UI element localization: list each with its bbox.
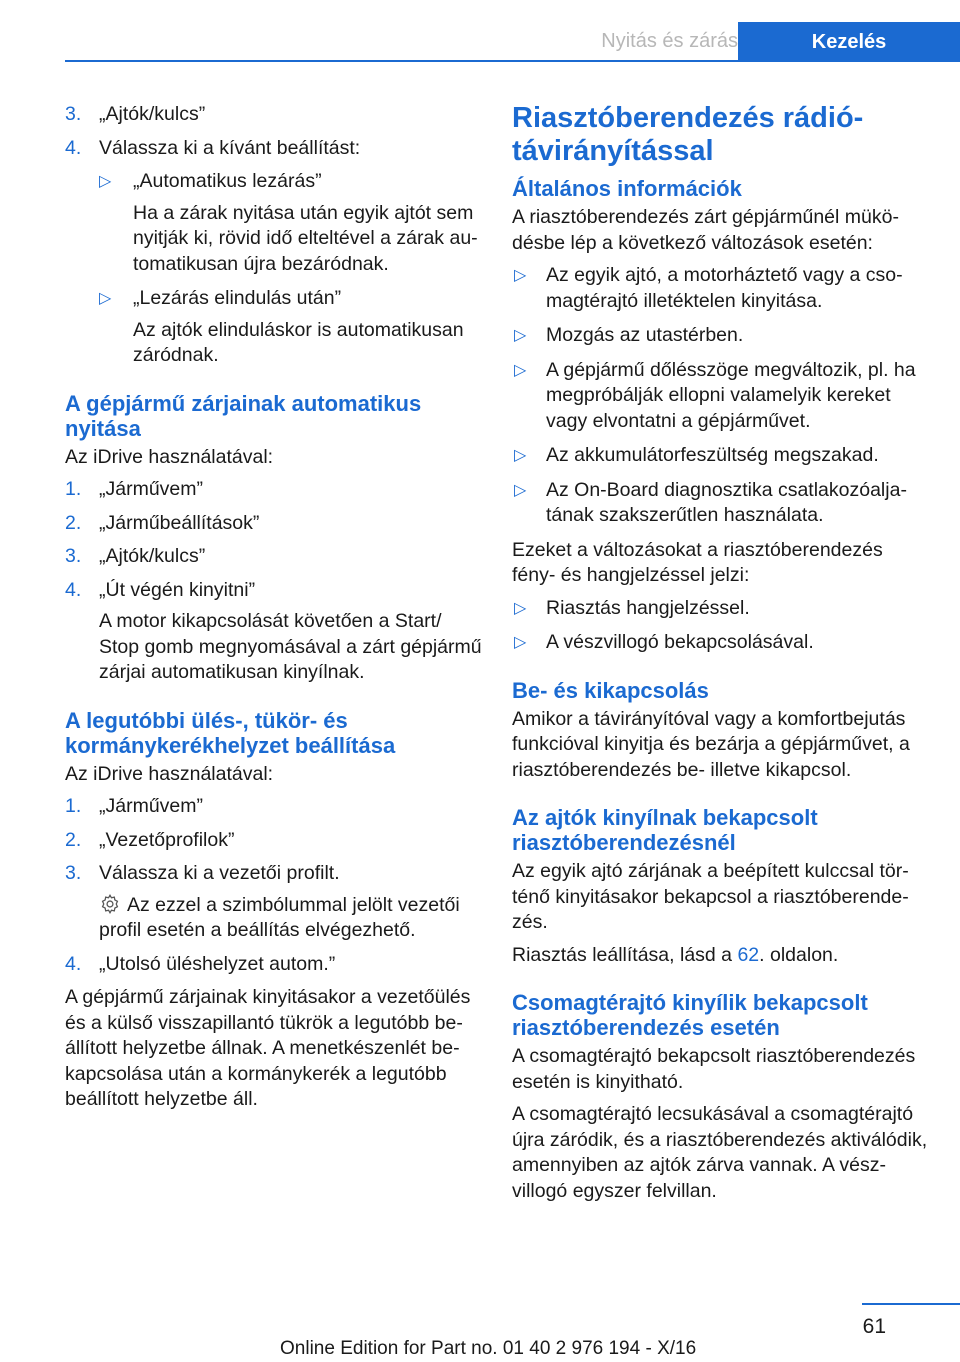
list-detail [99, 893, 483, 944]
list-number: 1. [65, 478, 82, 500]
list-text: „Út végén kinyitni” [99, 578, 256, 601]
reference-text: Riasztás leállítása, lásd a [512, 943, 738, 966]
list-text: „Járműbeállítások” [99, 511, 260, 534]
list-number: 4. [65, 136, 82, 159]
list-item [65, 544, 483, 570]
option-item [99, 169, 483, 277]
list-detail: A motor kikapcsolását követően a Start/ Stop gomb megnyomásával a zárt gépjármű zárjai automatikusan kinyílnak. [99, 610, 482, 683]
chapter-title: Riasztóberendezés rádiótávirányítással [512, 102, 864, 167]
list-item [65, 828, 483, 854]
triangle-right-icon: ▷ [514, 447, 527, 464]
triangle-right-icon: ▷ [514, 327, 527, 344]
triangle-right-icon: ▷ [514, 267, 527, 284]
list-number: 1. [65, 795, 82, 817]
list-number: 4. [65, 578, 82, 601]
list-text: Az On-Board diagnosztika csatlakozóaljatának szakszerűtlen használata. [546, 478, 907, 526]
list-text: Riasztás hangjelzéssel. [546, 596, 750, 619]
page-number: 61 [862, 1315, 886, 1338]
triangle-right-icon: ▷ [514, 634, 527, 651]
list-text: „Utolsó üléshelyzet autom.” [99, 952, 336, 975]
section-text: Amikor a távirányítóval vagy a komfortbejutás funkcióval kinyitja és bezárja a gépjárművet, a riasztóberendezés be- illetve kikapcsol. [512, 707, 910, 781]
option-list [99, 169, 483, 369]
triangle-right-icon: ▷ [99, 290, 112, 307]
option-title: „Lezárás elindulás után” [133, 287, 342, 309]
triangle-right-icon: ▷ [99, 173, 112, 190]
footer-rule [862, 1303, 960, 1305]
list-text: „Vezetőprofilok” [99, 828, 235, 851]
signal-list [512, 596, 930, 656]
section-tab: Nyitás és zárás [601, 30, 738, 52]
list-number: 2. [65, 828, 82, 851]
section-text: Ezeket a változásokat a riasztóberendezés fény- és hangjelzéssel jelzi: [512, 538, 883, 586]
list-number: 3. [65, 545, 82, 567]
list-item [512, 630, 930, 656]
trigger-list [512, 263, 930, 529]
section-outro: A gépjármű zárjainak kinyitásakor a vezetőülés és a külső visszapillantó tükrök a legutóbb beállított helyzetbe állnak. A menetkészenlét bekapcsolása után a kormánykerék a legutóbb beállított helyzetbe áll. [65, 986, 471, 1110]
triangle-right-icon: ▷ [514, 481, 527, 499]
section-heading: Általános információk [512, 176, 742, 201]
steps-list [65, 477, 483, 686]
section-heading: Az ajtók kinyílnak bekapcsolt riasztóberendezésnél [512, 805, 818, 855]
section-heading: Csomagtérajtó kinyílik bekapcsolt riasztóberendezés esetén [512, 990, 868, 1040]
list-item [65, 511, 483, 537]
list-item [512, 263, 930, 314]
option-detail: Az ajtók elinduláskor is automatikusan záródnak. [133, 318, 464, 366]
triangle-right-icon: ▷ [514, 361, 527, 379]
list-text: A gépjármű dőlésszöge megváltozik, pl. ha megpróbálják ellopni valamelyik kereket vagy elvontatni a gépjárművet. [546, 358, 916, 432]
list-text: Az akkumulátorfeszültség megszakad. [546, 444, 879, 466]
list-text: Mozgás az utastérben. [546, 324, 744, 346]
list-item [512, 478, 930, 529]
list-number: 3. [65, 103, 82, 125]
section-text: A csomagtérajtó bekapcsolt riasztóberendezés esetén is kinyitható. [512, 1045, 916, 1093]
list-item [65, 477, 483, 503]
list-item [65, 952, 483, 978]
list-number: 4. [65, 952, 82, 975]
list-item [512, 443, 930, 469]
list-text: „Ajtók/kulcs” [99, 103, 206, 125]
edition-note: Online Edition for Part no. 01 40 2 976 194 - X/16 [280, 1338, 697, 1359]
section-heading: Be- és kikapcsolás [512, 677, 709, 703]
section-intro: Az iDrive használatával: [65, 445, 274, 468]
list-item [65, 861, 483, 944]
page-header [0, 22, 960, 62]
cross-reference [512, 943, 930, 969]
settings-list [65, 102, 483, 369]
list-text: „Ajtók/kulcs” [99, 545, 206, 567]
option-detail: Ha a zárak nyitása után egyik ajtót sem nyitják ki, rövid idő elteltével a zárak automatikusan újra bezáródnak. [133, 201, 478, 275]
list-text: Válassza ki a vezetői profilt. [99, 862, 340, 884]
list-text: „Járművem” [99, 795, 204, 817]
header-rule [65, 60, 960, 62]
option-item [99, 286, 483, 369]
triangle-right-icon: ▷ [514, 599, 527, 617]
list-item [65, 102, 483, 128]
list-text: Válassza ki a kívánt beállítást: [99, 136, 361, 159]
chapter-tab: Kezelés [738, 22, 960, 62]
gear-icon [99, 893, 121, 915]
list-item [65, 136, 483, 369]
section-intro: Az iDrive használatával: [65, 762, 274, 785]
list-number: 3. [65, 862, 82, 884]
section-intro: A riasztóberendezés zárt gépjárműnél müködésbe lép a következő változások esetén: [512, 206, 899, 254]
list-text: Az egyik ajtó, a motorháztető vagy a csomagtérajtó illetéktelen kinyitása. [546, 264, 903, 312]
list-text: A vészvillogó bekapcsolásával. [546, 631, 814, 653]
option-title: „Automatikus lezárás” [133, 170, 322, 192]
list-item [512, 358, 930, 435]
section-heading: A legutóbbi ülés-, tükör- és kormánykerékhelyzet beállítása [65, 707, 396, 758]
list-item [512, 596, 930, 622]
right-column [512, 102, 930, 1211]
page-link[interactable]: 62 [737, 943, 760, 966]
left-column [65, 102, 483, 1120]
list-item [512, 323, 930, 349]
list-text: „Járművem” [99, 478, 204, 500]
list-item [65, 578, 483, 686]
symbol-note: Az ezzel a szimbólummal jelölt vezetői profil esetén a beállítás elvégezhető. [99, 893, 460, 941]
list-item [65, 794, 483, 820]
section-text: A csomagtérajtó lecsukásával a csomagtérajtó újra záródik, és a riasztóberendezés aktiválódik, amennyiben az ajtók zárva vannak. A vészvillogó egyszer felvillan. [512, 1103, 928, 1202]
section-text: Az egyik ajtó zárjának a beépített kulccsal történő kinyitásakor bekapcsol a riasztóberendezés. [512, 860, 909, 933]
steps-list [65, 794, 483, 977]
list-number: 2. [65, 511, 82, 534]
reference-text: . oldalon. [759, 943, 839, 966]
section-heading: A gépjármű zárjainak automatikus nyitása [65, 390, 422, 441]
